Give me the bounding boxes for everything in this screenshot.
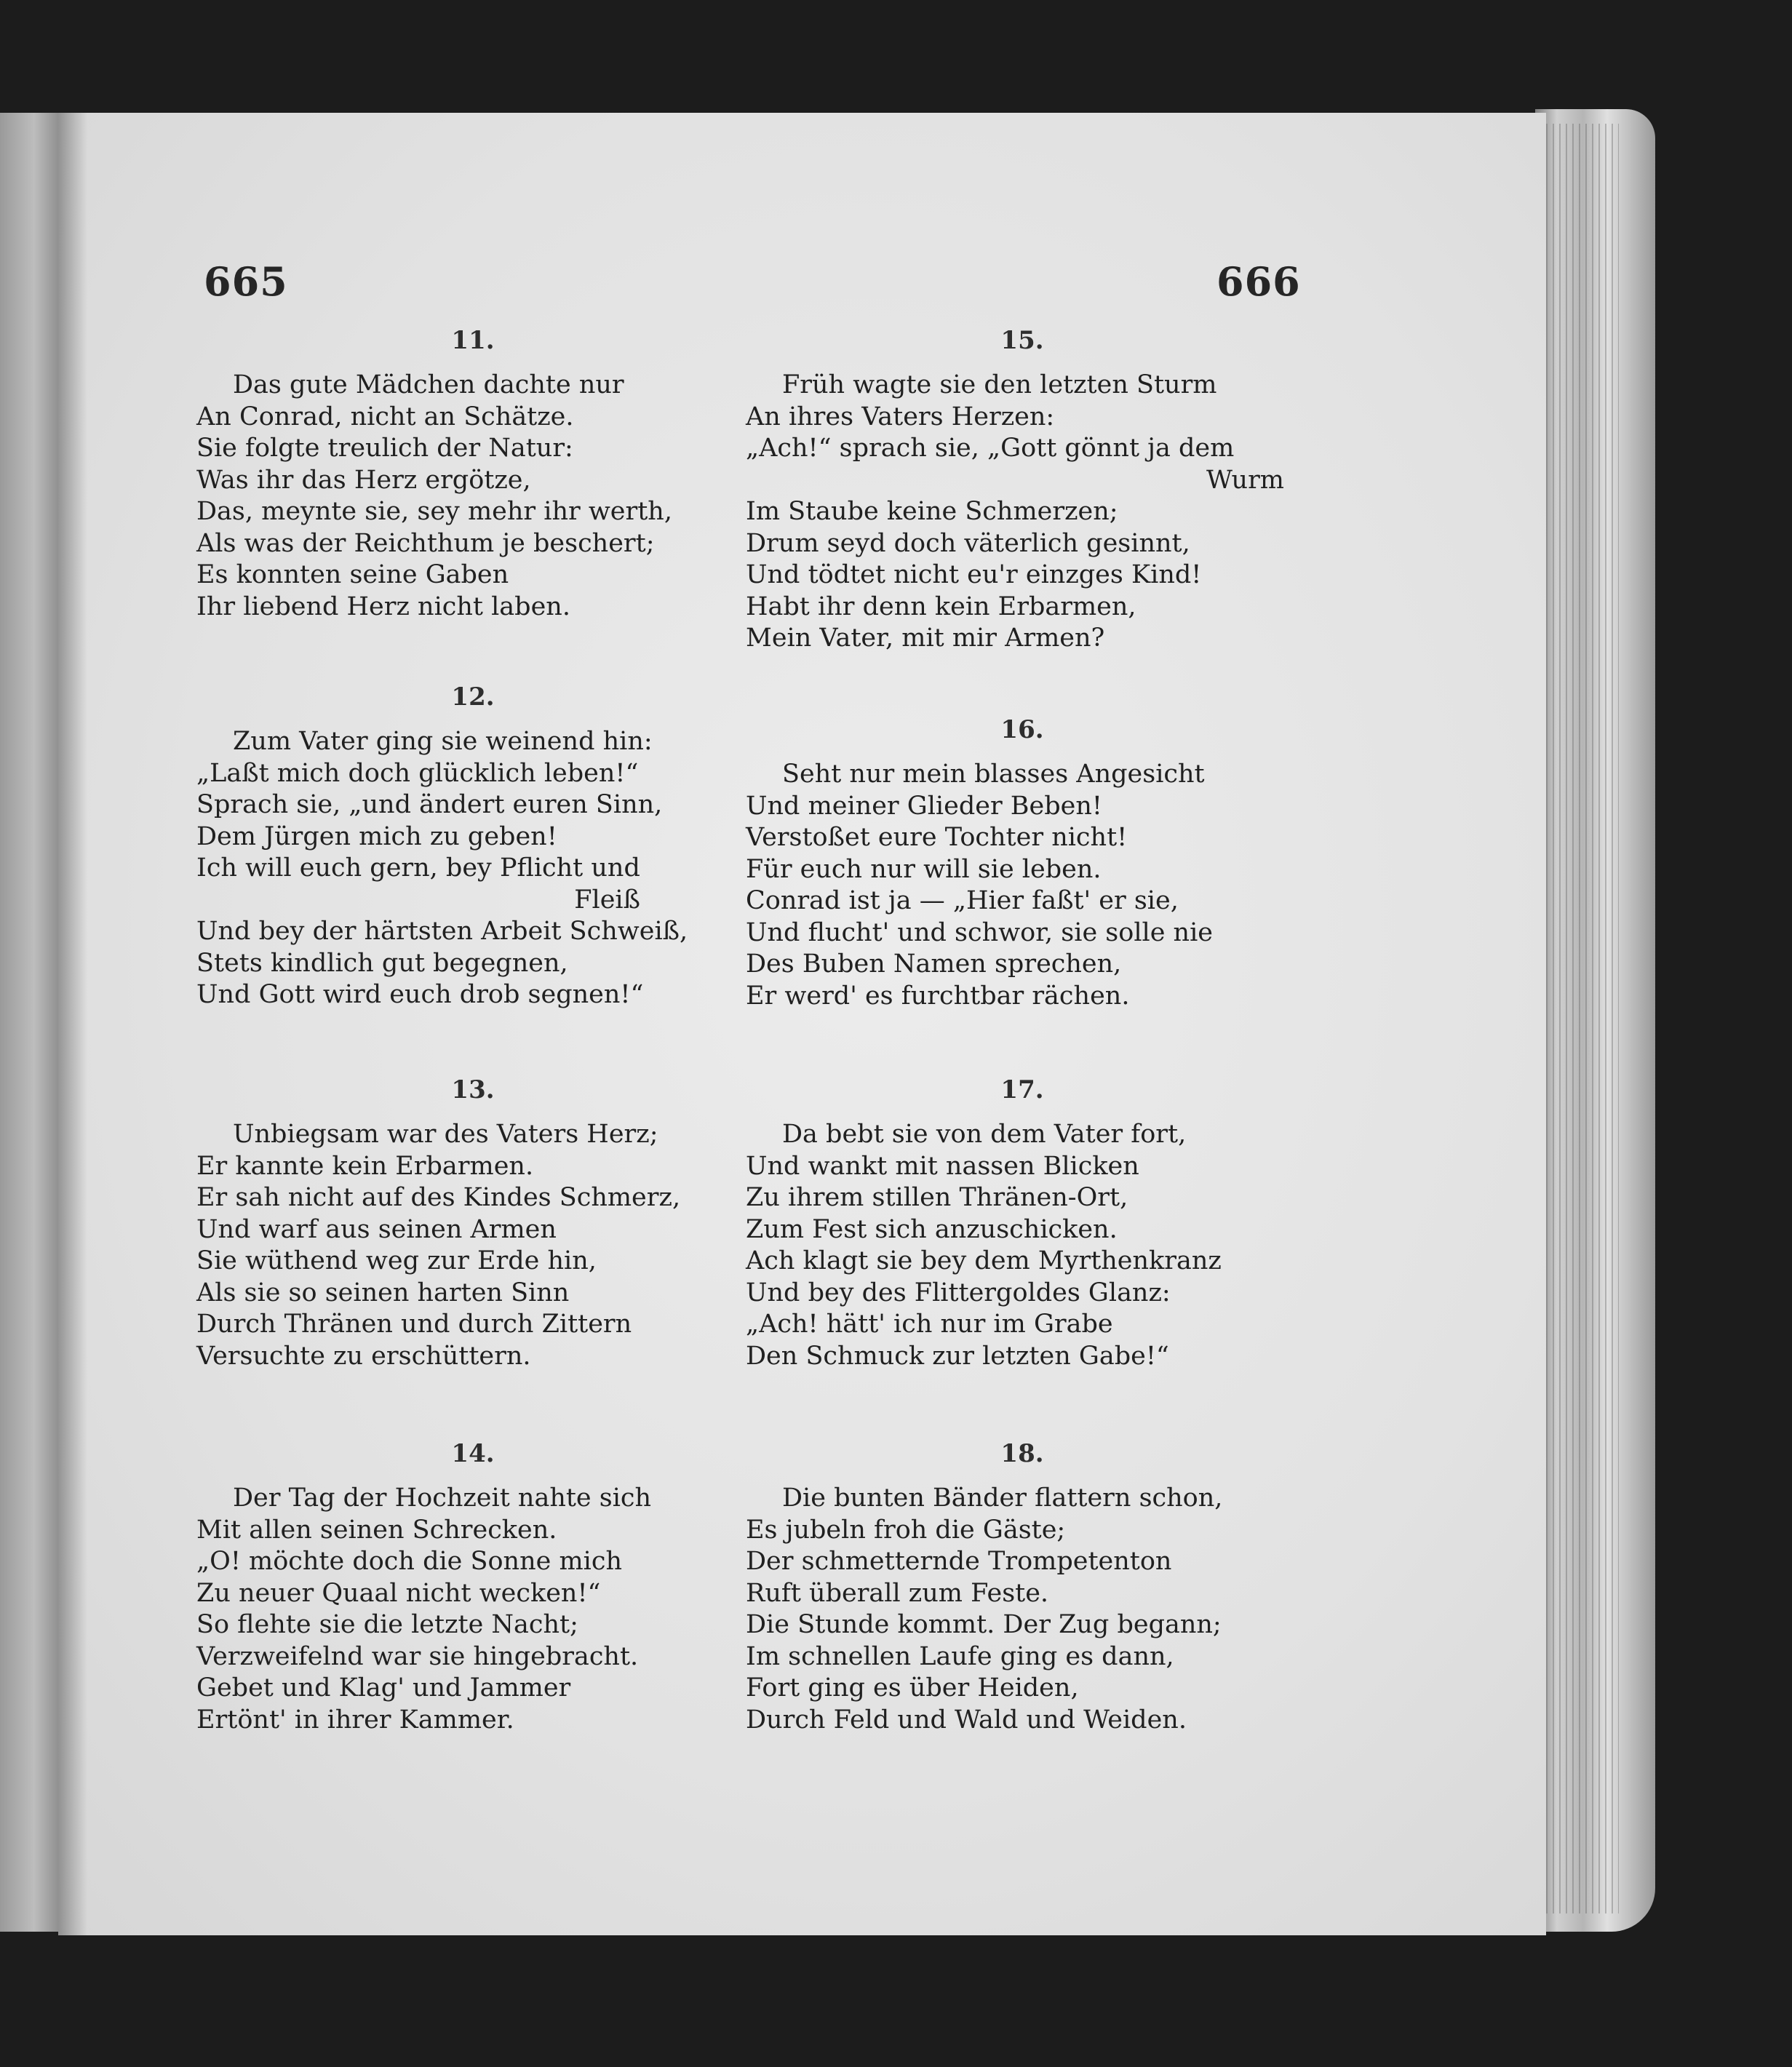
verse-line: Er werd' es furchtbar rächen. [746,981,1130,1011]
stanza-11 [196,320,749,623]
verse-line: Mit allen seinen Schrecken. [196,1515,557,1545]
verse-line: Als was der Reichthum je beschert; [196,528,655,558]
stanza-number: 17. [1000,1075,1044,1104]
verse-line: Und tödtet nicht eu'r einzges Kind! [746,560,1202,589]
verse-line: „Ach! hätt' ich nur im Grabe [746,1310,1113,1339]
verse-line: Als sie so seinen harten Sinn [196,1278,570,1307]
stanza-number: 18. [1000,1439,1044,1468]
previous-page-edge [0,113,62,1932]
verse-line: Da bebt sie von dem Vater fort, [782,1120,1187,1149]
verse-line: Drum seyd doch väterlich gesinnt, [746,528,1190,558]
verse-line: Sprach sie, „und ändert euren Sinn, [196,790,663,819]
verse-line: Im Staube keine Schmerzen; [746,497,1118,526]
verse-line: Habt ihr denn kein Erbarmen, [746,592,1136,621]
stanza-12 [196,677,749,1011]
verse-line: Und wankt mit nassen Blicken [746,1151,1139,1181]
verse-line: Und flucht' und schwor, sie solle nie [746,917,1213,947]
stanza-number: 14. [451,1439,495,1468]
verse-line: Der Tag der Hochzeit nahte sich [233,1483,652,1513]
verse-line: Und warf aus seinen Armen [196,1214,557,1244]
verse-line-carryover: Fleiß [574,885,640,915]
page-stack-lines [1546,124,1619,1913]
verse-line: Fort ging es über Heiden, [746,1673,1079,1702]
verse-line: Zum Vater ging sie weinend hin: [233,727,653,756]
stanza-number: 15. [1000,326,1044,355]
stanza-17 [746,1070,1299,1372]
verse-line: Verstoßet eure Tochter nicht! [746,823,1128,852]
verse-line: „Laßt mich doch glücklich leben!“ [196,758,639,788]
verse-line: Ich will euch gern, bey Pflicht und [196,853,640,883]
verse-line: Er kannte kein Erbarmen. [196,1151,534,1181]
stanza-number: 12. [451,682,495,712]
verse-line: Den Schmuck zur letzten Gabe!“ [746,1341,1169,1371]
verse-line: Zu neuer Quaal nicht wecken!“ [196,1578,601,1608]
stanza-15 [746,320,1299,655]
verse-line: „O! möchte doch die Sonne mich [196,1547,623,1576]
verse-line: Und Gott wird euch drob segnen!“ [196,980,644,1009]
page-number-right: 666 [1216,258,1301,305]
verse-line: Früh wagte sie den letzten Sturm [782,370,1217,399]
verse-line: Durch Feld und Wald und Weiden. [746,1705,1187,1735]
verse-line: Die Stunde kommt. Der Zug begann; [746,1610,1222,1639]
verse-line: Die bunten Bänder flattern schon, [782,1483,1223,1513]
verse-line: Das gute Mädchen dachte nur [233,370,624,399]
verse-line: Ihr liebend Herz nicht laben. [196,592,570,621]
stanza-16 [746,709,1299,1012]
verse-line: Gebet und Klag' und Jammer [196,1673,571,1702]
verse-line: An ihres Vaters Herzen: [746,402,1055,431]
stanza-number: 11. [451,326,495,355]
verse-line: Was ihr das Herz ergötze, [196,465,531,495]
verse-line: Es jubeln froh die Gäste; [746,1515,1066,1545]
verse-line: Das, meynte sie, sey mehr ihr werth, [196,497,672,526]
verse-line: Zu ihrem stillen Thränen-Ort, [746,1183,1128,1212]
stanza-13 [196,1070,749,1372]
verse-line: Des Buben Namen sprechen, [746,949,1122,979]
verse-line: Mein Vater, mit mir Armen? [746,624,1105,653]
verse-line: An Conrad, nicht an Schätze. [196,402,574,431]
verse-line: Sie folgte treulich der Natur: [196,434,573,463]
page-number-left: 665 [204,258,288,305]
verse-line: Und meiner Glieder Beben! [746,791,1102,821]
verse-line: Versuchte zu erschüttern. [196,1341,531,1371]
verse-line: Unbiegsam war des Vaters Herz; [233,1120,658,1149]
verse-line: Dem Jürgen mich zu geben! [196,821,557,851]
verse-line: Zum Fest sich anzuschicken. [746,1214,1118,1244]
verse-line: Er sah nicht auf des Kindes Schmerz, [196,1183,681,1212]
stanza-number: 13. [451,1075,495,1104]
verse-line: Sie wüthend weg zur Erde hin, [196,1246,597,1275]
verse-line: Im schnellen Laufe ging es dann, [746,1641,1174,1671]
stanza-number: 16. [1000,715,1044,744]
verse-line-carryover: Wurm [1206,465,1284,495]
verse-line: Der schmetternde Trompetenton [746,1547,1172,1576]
verse-line: „Ach!“ sprach sie, „Gott gönnt ja dem [746,434,1235,463]
verse-line: Es konnten seine Gaben [196,560,509,589]
verse-line: Und bey des Flittergoldes Glanz: [746,1278,1171,1307]
stanza-18 [746,1433,1299,1736]
verse-line: Seht nur mein blasses Angesicht [782,760,1205,789]
stanza-14 [196,1433,749,1736]
verse-line: Ruft überall zum Feste. [746,1578,1049,1608]
verse-line: Stets kindlich gut begegnen, [196,948,568,978]
verse-line: Ertönt' in ihrer Kammer. [196,1705,514,1735]
verse-line: So flehte sie die letzte Nacht; [196,1610,578,1639]
verse-line: Und bey der härtsten Arbeit Schweiß, [196,917,688,946]
verse-line: Ach klagt sie bey dem Myrthenkranz [746,1246,1222,1275]
verse-line: Conrad ist ja — „Hier faßt' er sie, [746,886,1179,915]
verse-line: Verzweifelnd war sie hingebracht. [196,1641,639,1671]
verse-line: Für euch nur will sie leben. [746,854,1102,884]
gutter-shadow [58,113,87,1935]
verse-line: Durch Thränen und durch Zittern [196,1310,632,1339]
